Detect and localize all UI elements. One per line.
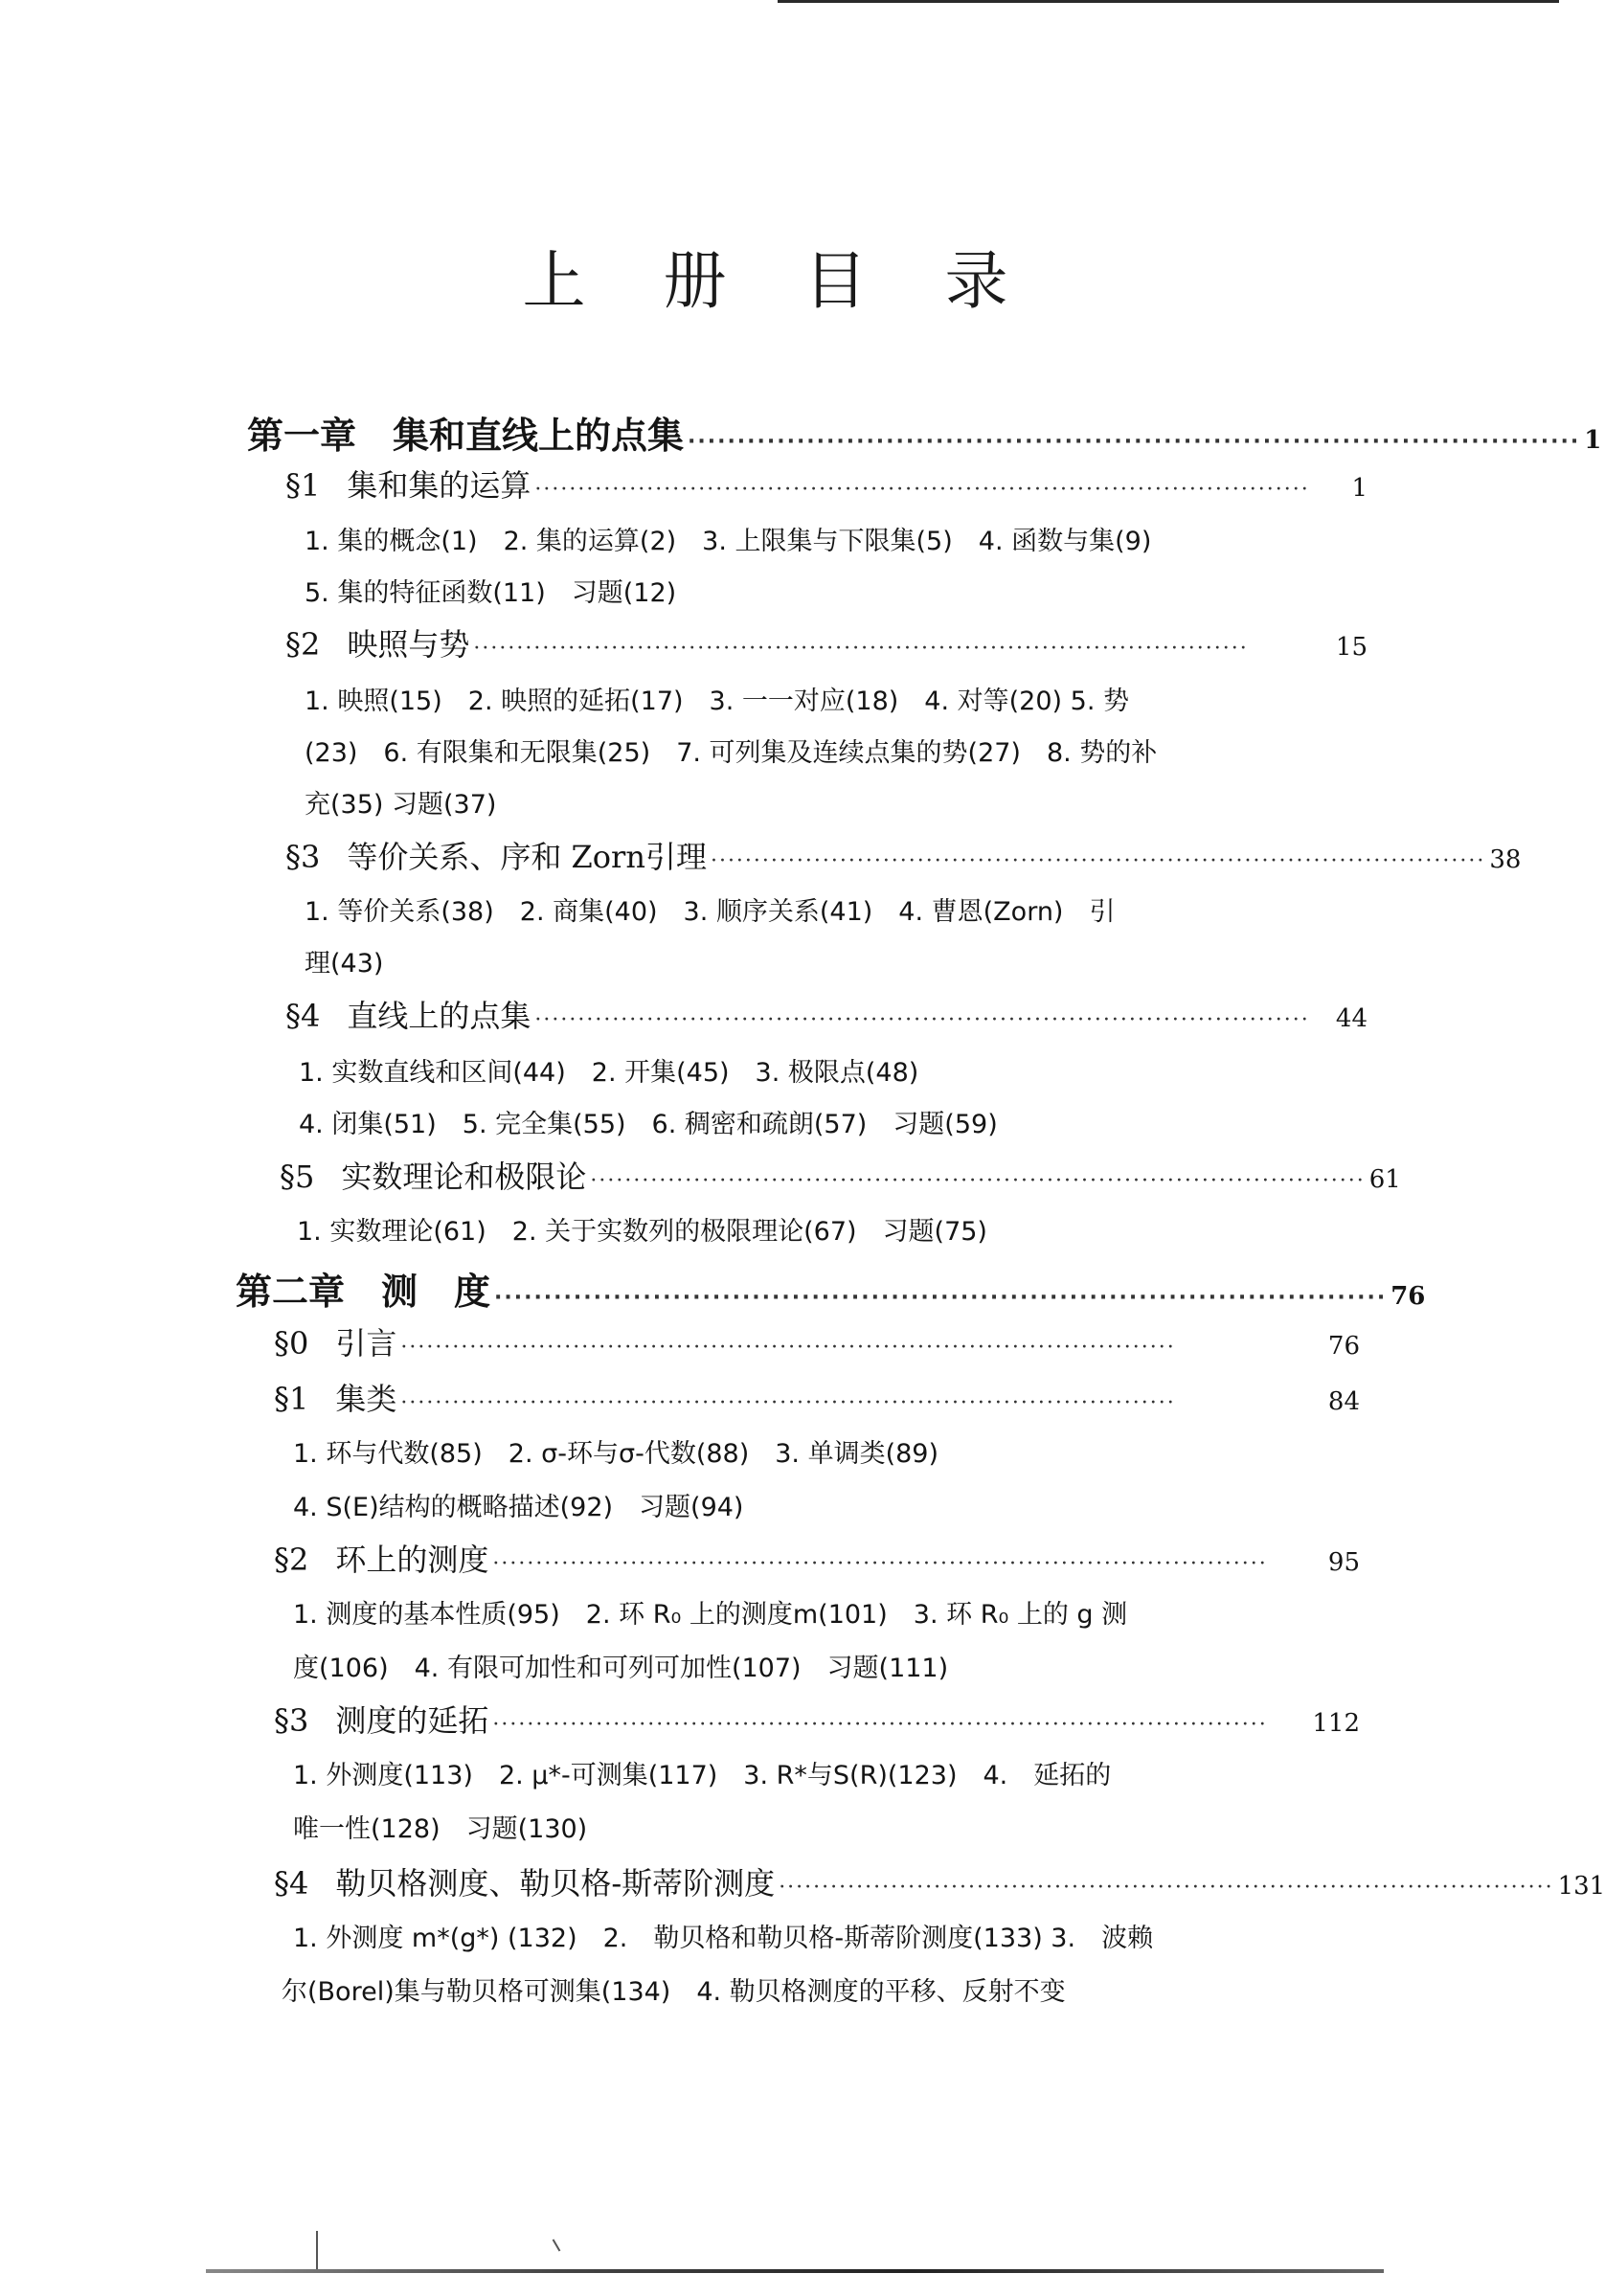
toc-section-title: 映照与势 — [347, 626, 470, 663]
toc-leader-dots: ·························································································· — [534, 1008, 1310, 1032]
toc-page-number: 1 — [1584, 426, 1602, 455]
toc-chapter-title: 第二章 测 度 — [236, 1271, 491, 1313]
toc-section-title: 等价关系、序和 Zorn引理 — [347, 839, 707, 875]
section-mark: §2 — [285, 626, 321, 663]
section-mark: §4 — [285, 998, 321, 1034]
toc-section-title: 测度的延拓 — [335, 1702, 489, 1739]
toc-page-number: 84 — [1327, 1387, 1360, 1416]
toc-section-ch2-s0[interactable] — [274, 1319, 1360, 1363]
toc-section-ch2-s1[interactable] — [274, 1375, 1360, 1419]
toc-leader-dots: ·························································································· — [779, 1876, 1554, 1900]
section-mark: §2 — [274, 1542, 309, 1578]
toc-page-number: 112 — [1312, 1709, 1360, 1738]
toc-subsection-line: 1. 环与代数(85) 2. σ-环与σ-代数(88) 3. 单调类(89) — [293, 1439, 939, 1469]
toc-page-number: 44 — [1335, 1004, 1368, 1033]
scan-artifact-mark — [316, 2231, 318, 2269]
toc-subsection-line: 1. 映照(15) 2. 映照的延拓(17) 3. 一一对应(18) 4. 对等(20) 5. 势 — [305, 687, 1129, 716]
section-mark: §5 — [280, 1159, 315, 1195]
toc-section-title: 直线上的点集 — [347, 998, 531, 1034]
scan-artifact-mark — [553, 2239, 561, 2251]
toc-section-ch2-s2[interactable] — [274, 1536, 1360, 1580]
section-mark: §3 — [285, 839, 321, 875]
toc-leader-dots: ·························································································· — [400, 1336, 1176, 1360]
section-mark: §0 — [274, 1325, 309, 1362]
toc-subsection-line: (23) 6. 有限集和无限集(25) 7. 可列集及连续点集的势(27) 8. 势的补 — [305, 738, 1158, 768]
toc-leader-dots: ·························································································· — [473, 637, 1249, 661]
toc-leader-dots: ·························································································· — [534, 478, 1310, 502]
toc-section-title: 集类 — [335, 1381, 397, 1417]
section-mark: §4 — [274, 1865, 309, 1902]
toc-subsection-line: 度(106) 4. 有限可加性和可列可加性(107) 习题(111) — [293, 1654, 949, 1683]
toc-section-title: 实数理论和极限论 — [341, 1159, 587, 1195]
toc-section-title: 集和集的运算 — [347, 467, 531, 504]
toc-subsection-line: 5. 集的特征函数(11) 习题(12) — [305, 578, 677, 608]
toc-subsection-line: 唯一性(128) 习题(130) — [293, 1814, 588, 1844]
toc-subsection-line: 理(43) — [305, 949, 384, 979]
toc-leader-dots: ·························································································· — [494, 1286, 1388, 1310]
scan-edge-line — [206, 2269, 1384, 2273]
scan-edge-line — [778, 0, 1559, 3]
toc-subsection-line: 充(35) 习题(37) — [305, 790, 497, 820]
toc-section-ch1-s1[interactable] — [285, 461, 1368, 506]
toc-section-title: 引言 — [335, 1325, 397, 1362]
toc-section-ch1-s2[interactable] — [285, 620, 1368, 664]
toc-section-ch1-s3[interactable] — [285, 833, 1522, 877]
toc-chapter-1[interactable] — [247, 406, 1602, 459]
section-mark: §1 — [285, 467, 321, 504]
toc-leader-dots: ·························································································· — [400, 1391, 1176, 1415]
toc-chapter-title: 第一章 集和直线上的点集 — [247, 415, 685, 457]
toc-section-ch1-s4[interactable] — [285, 992, 1368, 1036]
toc-page-number: 1 — [1351, 474, 1368, 503]
toc-page-number: 131 — [1557, 1872, 1605, 1901]
toc-page-number: 76 — [1390, 1282, 1426, 1311]
toc-page-number: 15 — [1335, 633, 1368, 662]
toc-section-ch1-s5[interactable] — [280, 1153, 1401, 1197]
toc-subsection-line: 尔(Borel)集与勒贝格可测集(134) 4. 勒贝格测度的平移、反射不变 — [282, 1977, 1066, 2007]
toc-leader-dots: ·························································································· — [688, 430, 1581, 454]
toc-subsection-line: 1. 集的概念(1) 2. 集的运算(2) 3. 上限集与下限集(5) 4. 函数与集(9) — [305, 527, 1152, 556]
toc-subsection-line: 1. 外测度(113) 2. μ*-可测集(117) 3. R*与S(R)(123) 4. 延拓的 — [293, 1761, 1112, 1790]
section-mark: §1 — [274, 1381, 309, 1417]
toc-subsection-line: 4. S(E)结构的概略描述(92) 习题(94) — [293, 1493, 744, 1522]
toc-subsection-line: 1. 测度的基本性质(95) 2. 环 R₀ 上的测度m(101) 3. 环 R₀ 上的 g 测 — [293, 1600, 1128, 1630]
toc-page-number: 95 — [1327, 1548, 1360, 1577]
toc-subsection-line: 4. 闭集(51) 5. 完全集(55) 6. 稠密和疏朗(57) 习题(59) — [299, 1110, 998, 1139]
toc-page-number: 61 — [1368, 1165, 1401, 1194]
toc-section-title: 勒贝格测度、勒贝格-斯蒂阶测度 — [335, 1865, 776, 1902]
toc-subsection-line: 1. 实数直线和区间(44) 2. 开集(45) 3. 极限点(48) — [299, 1058, 919, 1088]
toc-subsection-line: 1. 外测度 m*(g*) (132) 2. 勒贝格和勒贝格-斯蒂阶测度(133) 3. 波赖 — [293, 1924, 1154, 1953]
section-mark: §3 — [274, 1702, 309, 1739]
toc-leader-dots: ·························································································· — [710, 849, 1486, 873]
page-title: 上 册 目 录 — [522, 244, 1037, 318]
toc-leader-dots: ·························································································· — [590, 1169, 1366, 1193]
toc-section-ch2-s3[interactable] — [274, 1697, 1360, 1741]
toc-subsection-line: 1. 实数理论(61) 2. 关于实数列的极限理论(67) 习题(75) — [297, 1217, 987, 1247]
toc-subsection-line: 1. 等价关系(38) 2. 商集(40) 3. 顺序关系(41) 4. 曹恩(Zorn) 引 — [305, 897, 1116, 927]
toc-page-number: 76 — [1327, 1332, 1360, 1361]
toc-page-number: 38 — [1489, 845, 1522, 874]
toc-leader-dots: ·························································································· — [492, 1552, 1268, 1576]
toc-chapter-2[interactable] — [236, 1262, 1426, 1315]
toc-section-title: 环上的测度 — [335, 1542, 489, 1578]
toc-leader-dots: ·························································································· — [492, 1713, 1268, 1737]
toc-section-ch2-s4[interactable] — [274, 1859, 1605, 1903]
